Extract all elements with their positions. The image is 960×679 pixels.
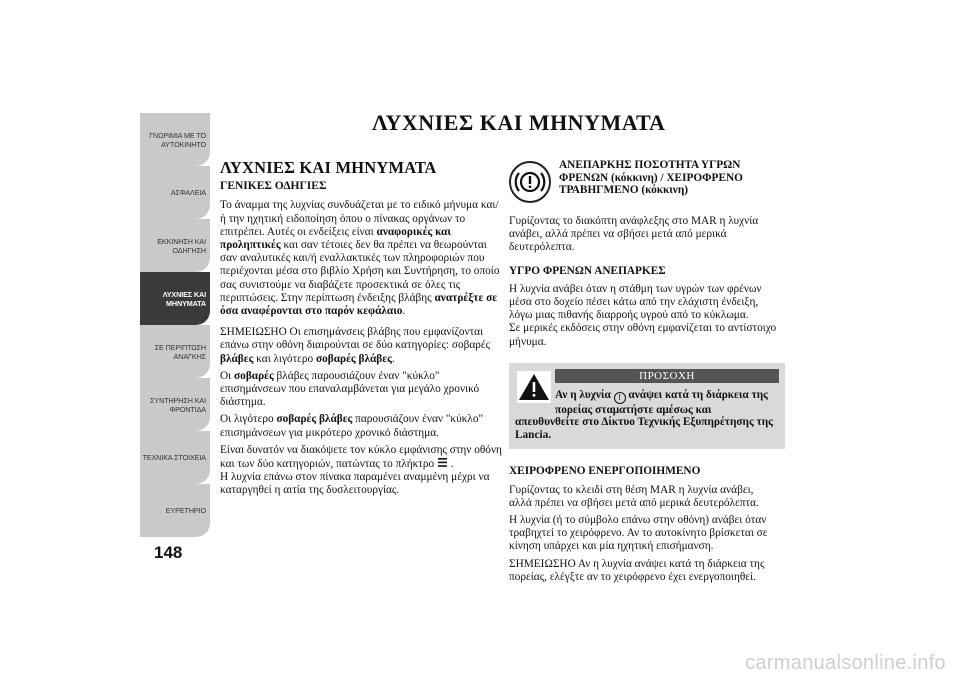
text: Οι bbox=[220, 369, 235, 382]
text-bold: σοβαρές βλάβες bbox=[315, 352, 392, 365]
text: βλάβες παρουσιάζουν έναν "κύκλο" επισημάνσεων που επαναλαμβάνεται για μεγάλο χρονικό διάστημα. bbox=[220, 369, 480, 409]
caution-label: ΠΡΟΣΟΧΗ bbox=[555, 369, 779, 383]
text: . bbox=[391, 352, 395, 365]
left-column bbox=[220, 157, 502, 502]
brake-warning-icon bbox=[509, 161, 551, 203]
text: Είναι δυνατόν να διακόψετε τον κύκλο εμφάνισης στην οθόνη και των δύο κατηγοριών, πατώντας το πλήκτρο bbox=[220, 443, 502, 471]
subheading-handbrake: ΧΕΙΡΟΦΡΕΝΟ ΕΝΕΡΓΟΠΟΙΗΜΕΝΟ bbox=[509, 465, 701, 478]
text: Η λυχνία επάνω στον πίνακα παραμένει αναμμένη μέχρι να καταργηθεί η αιτία της δυσλειτουργίας. bbox=[220, 471, 490, 497]
tab-maintenance[interactable]: ΣΥΝΤΗΡΗΣΗ ΚΑΙ ΦΡΟΝΤΙΔΑ bbox=[140, 378, 210, 431]
caution-text bbox=[515, 389, 779, 442]
paragraph-handbrake-key: Γυρίζοντας το κλειδί στη θέση MAR η λυχνία ανάβει, αλλά πρέπει να σβήσει μετά από μερικά δευτερόλεπτα. bbox=[509, 483, 759, 509]
text-bold: σοβαρές bbox=[234, 369, 274, 382]
text: . bbox=[447, 458, 454, 471]
tab-getting-to-know[interactable]: ΓΝΩΡΙΜΙΑ ΜΕ ΤΟ ΑΥΤΟΚΙΝΗΤΟ bbox=[140, 113, 210, 166]
caution-triangle-icon bbox=[517, 371, 551, 403]
text-bold: βλάβες bbox=[220, 352, 254, 365]
page-number: 148 bbox=[154, 543, 183, 562]
warning-light-entry bbox=[509, 159, 779, 203]
tab-safety[interactable]: ΑΣΦΑΛΕΙΑ bbox=[140, 166, 210, 219]
subheading-brake-fluid: ΥΓΡΟ ΦΡΕΝΩΝ ΑΝΕΠΑΡΚΕΣ bbox=[509, 264, 666, 277]
page-title: ΛΥΧΝΙΕΣ ΚΑΙ ΜΗΝΥΜΑΤΑ bbox=[372, 110, 666, 135]
tab-emergency[interactable]: ΣΕ ΠΕΡΙΠΤΩΣΗ ΑΝΑΓΚΗΣ bbox=[140, 325, 210, 378]
right-column bbox=[509, 159, 779, 588]
brake-warning-icon: ! bbox=[614, 392, 626, 404]
paragraph-general bbox=[220, 199, 502, 318]
tab-warning-lights[interactable]: ΛΥΧΝΙΕΣ ΚΑΙ ΜΗΝΥΜΑΤΑ bbox=[140, 272, 210, 325]
paragraph-interrupt bbox=[220, 444, 502, 498]
paragraph-handbrake-note: ΣΗΜΕΙΩΣΗΟ Αν η λυχνία ανάψει κατά τη διάρκεια της πορείας, ελέγξτε αν το χειρόφρενο έχει ενεργοποιηθεί. bbox=[509, 557, 765, 583]
text: Αν η λυχνία bbox=[555, 388, 614, 401]
text-bold: ανατρέξτε σε όσα αναφέρονται στο παρόν κεφάλαιο bbox=[220, 291, 498, 318]
tab-starting-driving[interactable]: ΕΚΚΙΝΗΣΗ ΚΑΙ ΟΔΗΓΗΣΗ bbox=[140, 219, 210, 272]
text: ανάψει κατά τη διάρκεια της πορείας σταματήστε αμέσως και bbox=[555, 388, 768, 416]
tab-technical-data[interactable]: ΤΕΧΝΙΚΑ ΣΤΟΙΧΕΙΑ bbox=[140, 431, 210, 484]
tab-index[interactable]: ΕΥΡΕΤΗΡΙΟ bbox=[140, 484, 210, 537]
paragraph-brake-fluid: Η λυχνία ανάβει όταν η στάθμη των υγρών των φρένων μέσα στο δοχείο πέσει κάτω από την ελάχιστη ένδειξη, λόγω μιας πιθανής διαρροής υγρού από το κύκλωμα. bbox=[509, 282, 762, 322]
text-bold: αναφορικές και προληπτικές bbox=[220, 225, 451, 252]
paragraph-note bbox=[220, 326, 502, 366]
paragraph-less-serious bbox=[220, 413, 502, 439]
text-bold: σοβαρές βλάβες bbox=[276, 413, 353, 426]
text: παρουσιάζουν έναν "κύκλο" επισημάνσεων για μικρότερο χρονικό διάστημα. bbox=[220, 413, 484, 439]
text: . bbox=[402, 305, 406, 318]
paragraph-serious bbox=[220, 370, 502, 410]
paragraph-mar: Γυρίζοντας το διακόπτη ανάφλεξης στο MAR η λυχνία ανάβει, αλλά πρέπει να σβήσει μετά από μερικά δευτερόλεπτα. bbox=[509, 215, 759, 254]
watermark: carmanualsonline.info bbox=[745, 652, 946, 674]
caution-box bbox=[509, 363, 785, 450]
paragraph-display-message: Σε μερικές εκδόσεις στην οθόνη εμφανίζεται το αντίστοιχο μήνυμα. bbox=[509, 322, 777, 348]
menu-button-icon bbox=[437, 457, 448, 468]
section-subheading: ΓΕΝΙΚΕΣ ΟΔΗΓΙΕΣ bbox=[220, 180, 327, 193]
text: Οι λιγότερο bbox=[220, 413, 277, 426]
text: ΣΗΜΕΙΩΣΗΟ Οι επισημάνσεις βλάβης που εμφανίζονται επάνω στην οθόνη διαιρούνται σε δύο κατηγορίες: σοβαρές bbox=[220, 326, 491, 352]
text: και λιγότερο bbox=[253, 352, 316, 365]
warning-light-title: ΑΝΕΠΑΡΚΗΣ ΠΟΣΟΤΗΤΑ ΥΓΡΩΝ ΦΡΕΝΩΝ (κόκκινη) / ΧΕΙΡΟΦΡΕΝΟ ΤΡΑΒΗΓΜΕΝΟ (κόκκινη) bbox=[559, 159, 743, 196]
text: και σαν τέτοιες δεν θα πρέπει να θεωρούνται σαν αναλυτικές και/ή εναλλακτικές των πληροφοριών που περιέχονται μέσα στο βιβλίο Χρήση και Συντήρηση, το οποίο σας συνιστούμε να διαβάζετε προσεκτικά σε όλες τις περιπτώσεις. Στην περίπτωση ένδειξης βλάβης bbox=[220, 239, 500, 304]
paragraph-handbrake-on: Η λυχνία (ή το σύμβολο επάνω στην οθόνη) ανάβει όταν τραβηχτεί το χειρόφρενο. Αν το αυτοκίνητο βρίσκεται σε κίνηση υπάρχει και μία ηχητική επισήμανση. bbox=[509, 513, 768, 553]
section-heading: ΛΥΧΝΙΕΣ ΚΑΙ ΜΗΝΥΜΑΤΑ bbox=[220, 158, 437, 177]
text: Το άναμμα της λυχνίας συνδυάζεται με το ειδικό μήνυμα και/ή την ηχητική ειδοποίηση όπου ο πίνακας οργάνων το επιτρέπει. Αυτές οι ενδείξεις είναι bbox=[220, 199, 499, 238]
text: απευθυνθείτε στο Δίκτυο Τεχνικής Εξυπηρέτησης της Lancia. bbox=[515, 416, 773, 441]
